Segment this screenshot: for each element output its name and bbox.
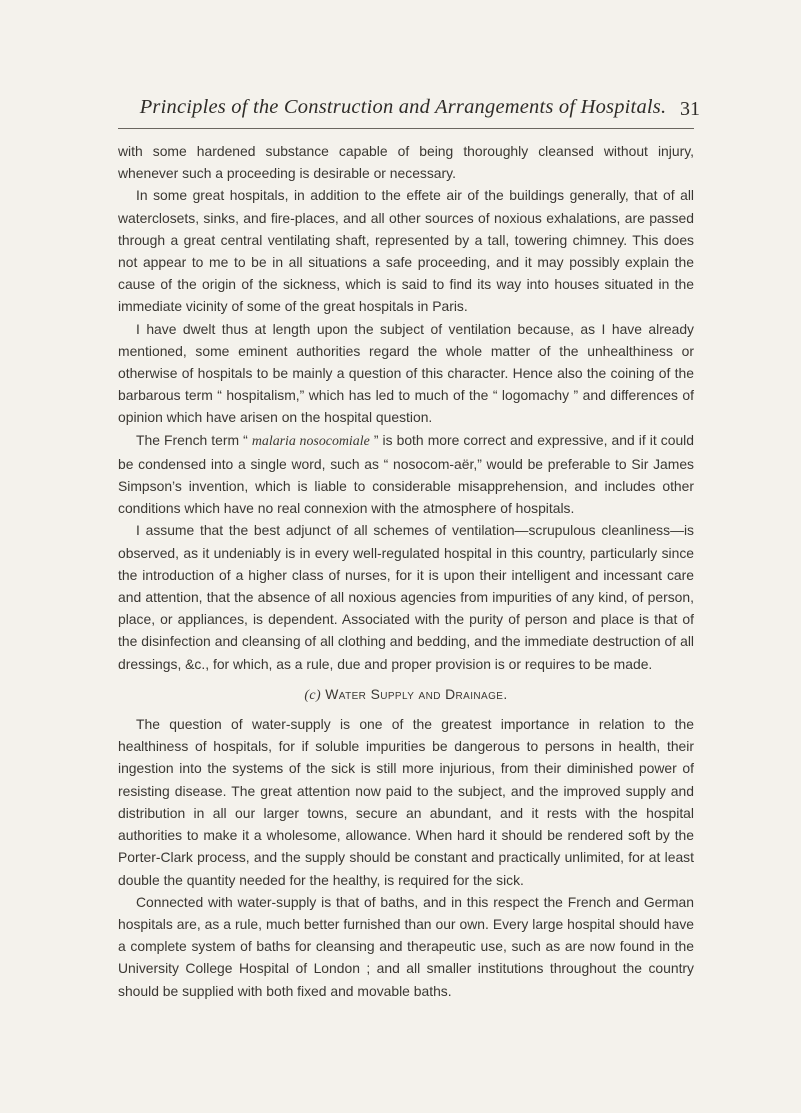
paragraph-4-start: The French term “ (136, 431, 252, 448)
paragraph-6: The question of water-supply is one of the greatest importance in relation to the healthiness of hospitals, for if soluble impurities be dangerous to persons in health, their ingestion into the systems of the sick is still more injurious, from their diminished power of resisting disease. The great attention now paid to the subject, and the improved supply and distribution in all our larger towns, secure an abundant, and it rests with the hospital authorities to make it a wholesome, allowance. When hard it should be rendered soft by the Porter-Clark process, and the supply should be constant and practically unlimited, for at least double the quantity needed for the healthy, is required for the sick. (118, 716, 694, 888)
page-number: 31 (680, 98, 700, 120)
paragraph-1: with some hardened substance capable of being thoroughly cleansed without injury, whenever such a proceeding is desirable or necessary. (118, 143, 694, 182)
page-body (118, 140, 694, 1002)
french-term: malaria nosocomiale (251, 433, 370, 449)
paragraph-4 (118, 429, 694, 520)
section-title: Water Supply and Drainage. (325, 685, 508, 702)
section-label: (c) (304, 687, 321, 703)
header-rule (118, 128, 694, 129)
paragraph-5: I assume that the best adjunct of all schemes of ventilation—scrupulous cleanliness—is observed, as it undeniably is in every well-regulated hospital in this country, particularly since the introduction of a higher class of nurses, for it is upon their intelligent and incessant care and attention, that the absence of all noxious agencies from impurities of any kind, of person, place, or appliances, is dependent. Associated with the purity of person and place is that of the disinfection and cleansing of all clothing and bedding, and the immediate destruction of all dressings, &c., for which, as a rule, due and proper provision is or requires to be made. (118, 522, 694, 672)
section-heading (118, 683, 694, 707)
running-title: Principles of the Construction and Arrangements of Hospitals. (139, 96, 667, 118)
paragraph-7: Connected with water-supply is that of baths, and in this respect the French and German hospitals are, as a rule, much better furnished than our own. Every large hospital should have a complete system of baths for cleansing and therapeutic use, such as are now found in the University College Hospital of London ; and all smaller institutions throughout the country should be supplied with both fixed and movable baths. (118, 893, 694, 999)
running-header (118, 96, 700, 120)
paragraph-4-rest: ” is both more correct and expressive, and if it could be condensed into a single word, such as “ nosocom-aër,” would be preferable to Sir James Simpson’s invention, which is liable to considerable misapprehension, and includes other conditions which have no real connexion with the atmosphere of hospitals. (118, 431, 694, 517)
paragraph-2: In some great hospitals, in addition to the effete air of the buildings generally, that of all waterclosets, sinks, and fire-places, and all other sources of noxious exhalations, are passed through a great central ventilating shaft, represented by a tall, towering chimney. This does not appear to me to be in all situations a safe proceeding, and it may possibly explain the cause of the origin of the sickness, which is said to find its way into houses situated in the immediate vicinity of some of the great hospitals in Paris. (118, 187, 694, 315)
paragraph-3: I have dwelt thus at length upon the subject of ventilation because, as I have already mentioned, some eminent authorities regard the whole matter of the unhealthiness or otherwise of hospitals to be mainly a question of this character. Hence also the coining of the barbarous term “ hospitalism,” which has led to much of the “ logomachy ” and differences of opinion which have arisen on the hospital question. (118, 320, 694, 426)
